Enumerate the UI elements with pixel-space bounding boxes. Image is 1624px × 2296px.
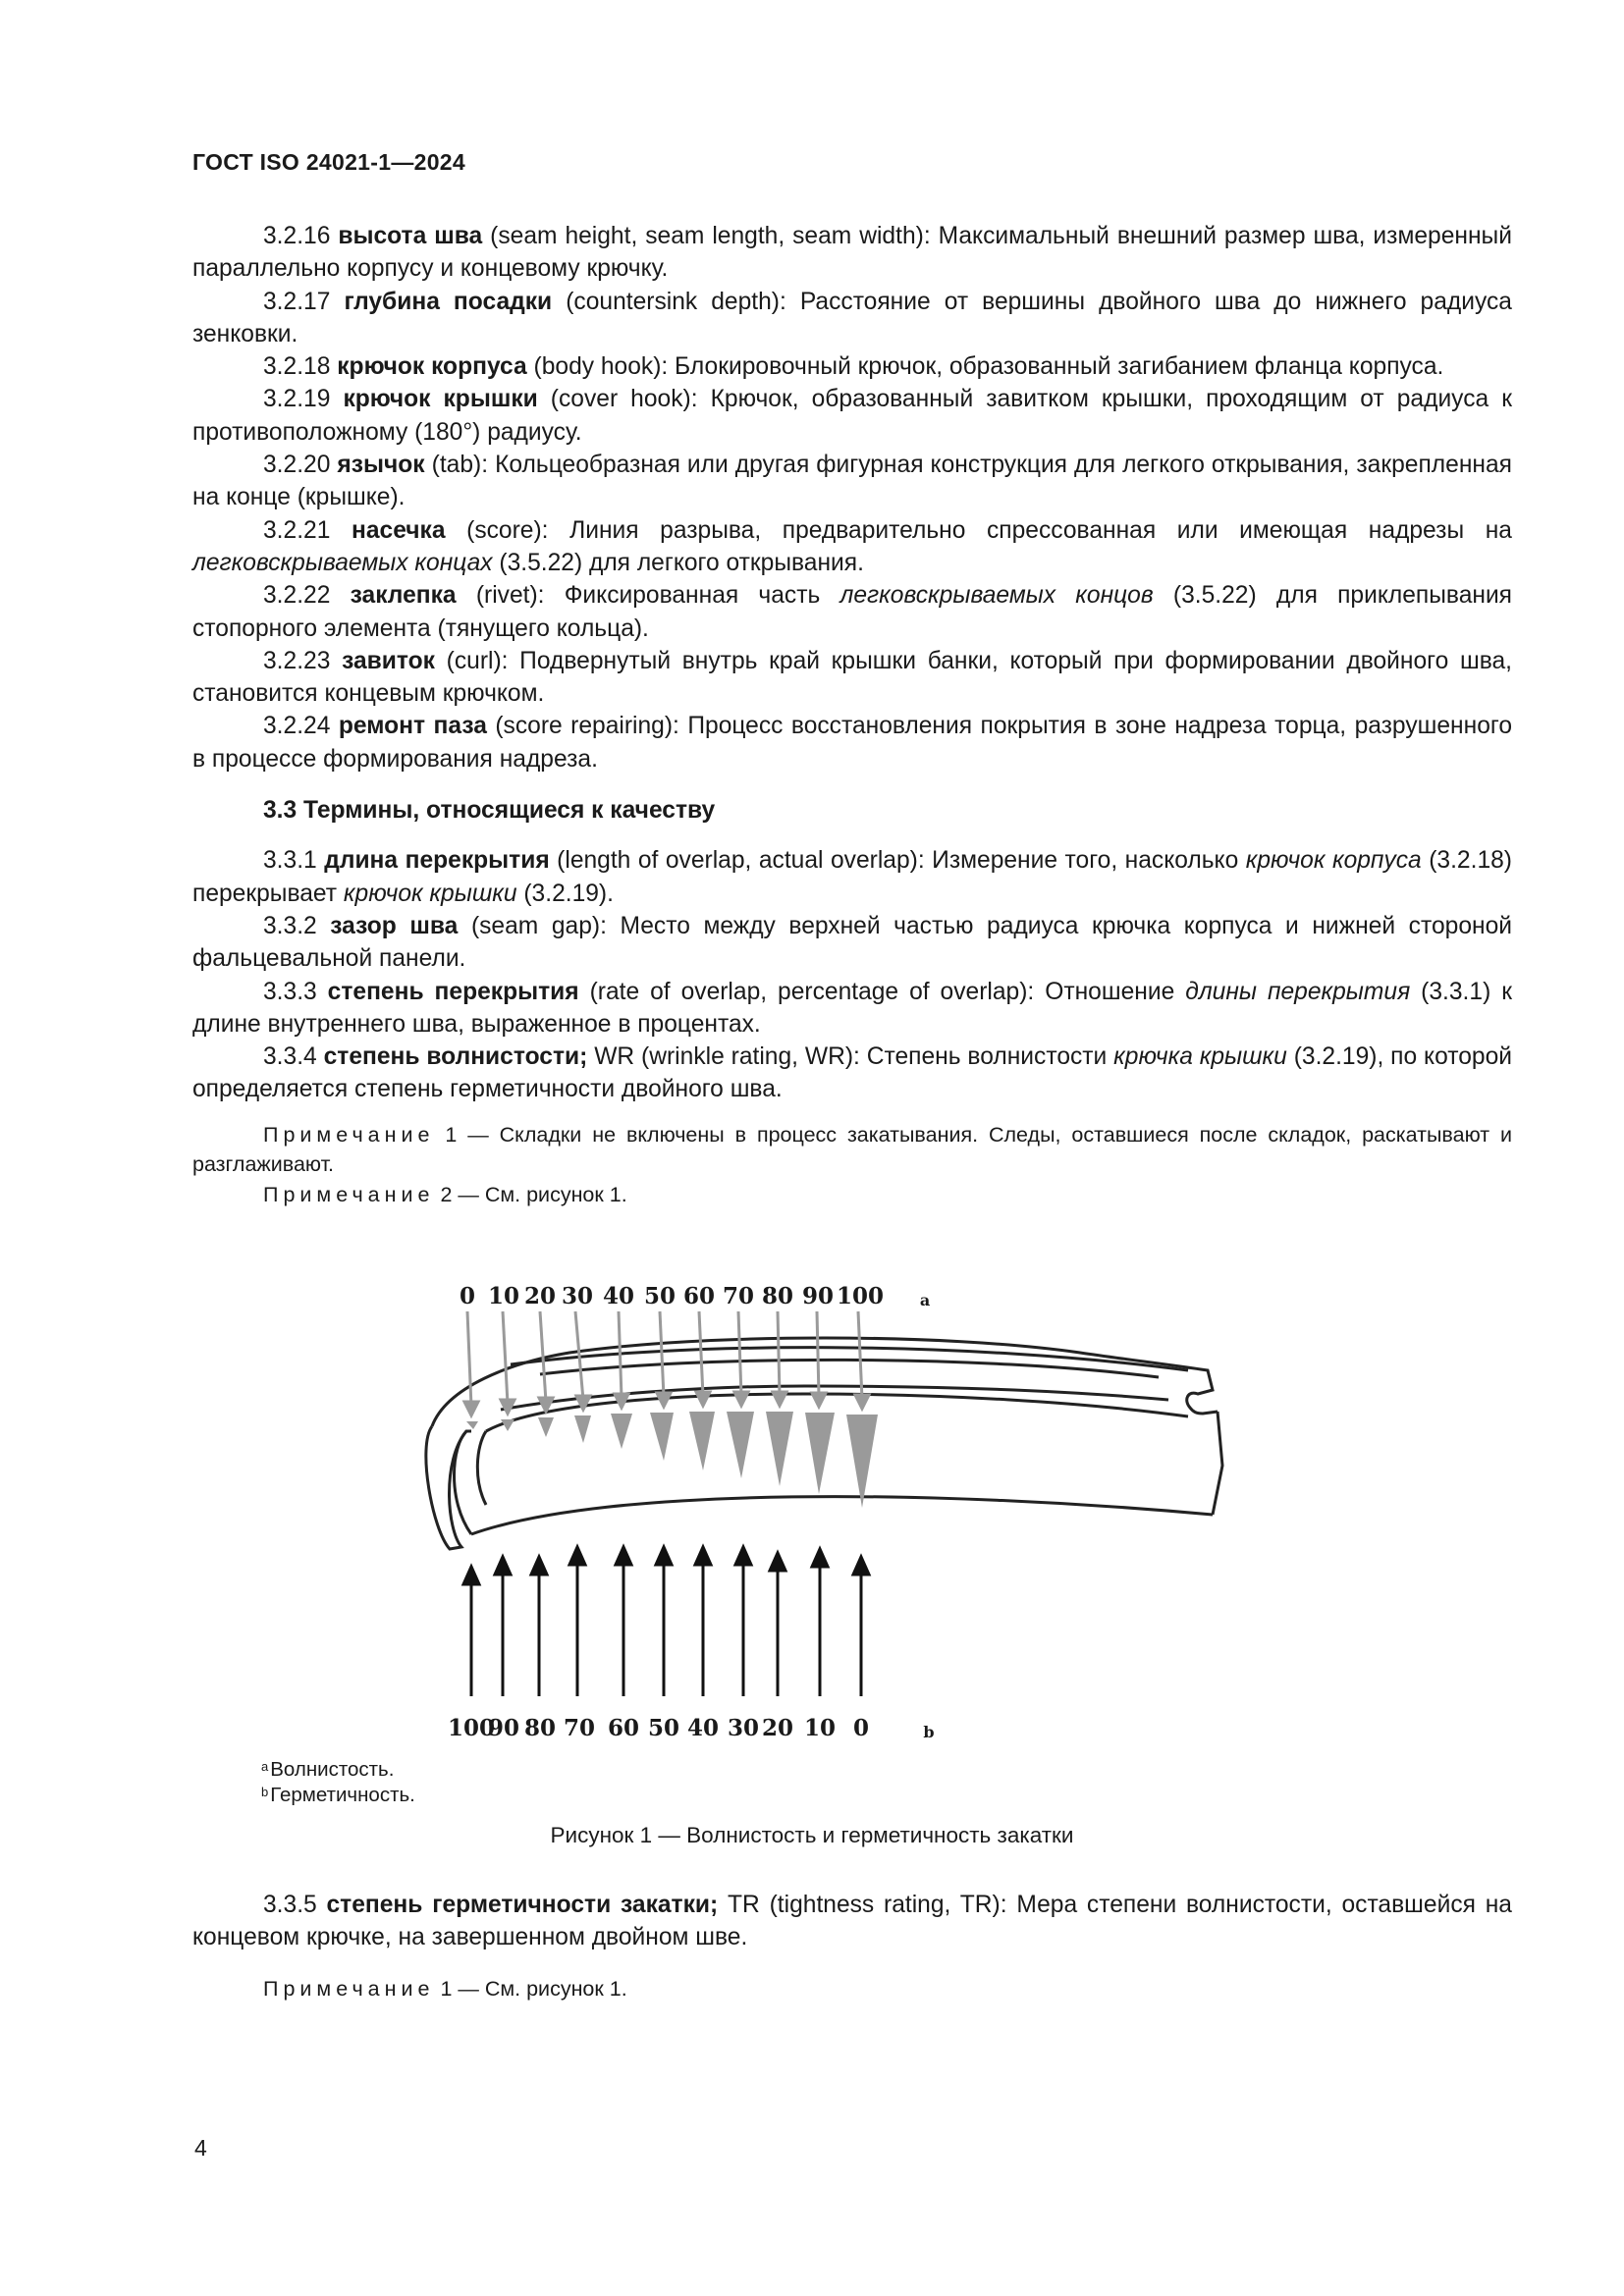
definition-3-2-22: 3.2.22 заклепка (rivet): Фиксированная часть легковскрываемых концов (3.5.22) для приклепывания стопорного элемента (тянущего кольца). — [192, 582, 1513, 642]
wrinkle-mark-60 — [689, 1412, 715, 1470]
tightness-label: 80 — [523, 1715, 557, 1741]
wrinkle-mark-40 — [611, 1414, 632, 1449]
note-2: Примечание 2 — См. рисунок 1. — [263, 1182, 627, 1206]
document-header: ГОСТ ISO 24021-1—2024 — [192, 149, 465, 175]
definition-3-2-16: 3.2.16 высота шва (seam height, seam length, seam width): Максимальный внешний размер шва, измеренный параллельно корпусу и концевому крючку. — [192, 223, 1512, 283]
wrinkle-mark-30 — [574, 1415, 591, 1443]
definition-3-2-23: 3.2.23 завиток (curl): Подвернутый внутрь край крышки банки, который при формировании двойного шва, становится концевым крючком. — [192, 647, 1512, 708]
tightness-label: 40 — [686, 1715, 720, 1741]
footnote-a: $^a$Волнистость. — [261, 1758, 395, 1781]
page-number: 4 — [194, 2135, 207, 2161]
wrinkle-label: 100 — [836, 1284, 885, 1309]
wrinkle-arrow-10 — [503, 1311, 508, 1404]
section-title: 3.3 Термины, относящиеся к качеству — [263, 797, 716, 825]
tightness-label: 70 — [563, 1715, 596, 1741]
definition-3-3-1: 3.3.1 длина перекрытия (length of overlap, actual overlap): Измерение того, насколько крючок корпуса (3.2.18) перекрывает крючок крышки (3.2.19). — [192, 847, 1512, 907]
wrinkle-mark-80 — [766, 1412, 793, 1486]
wrinkle-arrow-50 — [660, 1311, 664, 1397]
wrinkle-arrow-80 — [778, 1311, 780, 1396]
tightness-labels — [448, 1715, 935, 1741]
wrinkle-label: 10 — [487, 1284, 520, 1309]
note-1: Примечание 1 — Складки не включены в процесс закатывания. Следы, оставшиеся после складок, раскатывают и разглаживают. — [192, 1122, 1512, 1177]
document-body — [192, 220, 1512, 1209]
document-body-continued — [192, 1889, 1512, 2003]
tightness-label: 30 — [727, 1715, 760, 1741]
wrinkle-mark-0 — [466, 1421, 478, 1429]
definition-3-3-3: 3.3.3 степень перекрытия (rate of overlap, percentage of overlap): Отношение длины перекрытия (3.3.1) к длине внутреннего шва, выраженное в процентах. — [192, 978, 1512, 1038]
definition-3-2-24: 3.2.24 ремонт паза (score repairing): Процесс восстановления покрытия в зоне надреза торца, разрушенного в процессе формирования надреза. — [192, 713, 1512, 773]
wrinkle-arrow-60 — [699, 1311, 703, 1396]
tightness-label: 10 — [803, 1715, 837, 1741]
tightness-label: 0 — [852, 1715, 870, 1741]
definition-3-3-2: 3.3.2 зазор шва (seam gap): Место между верхней частью радиуса крючка корпуса и нижней стороной фальцевальной панели. — [192, 912, 1512, 973]
tightness-marker: b — [923, 1723, 935, 1741]
definition-3-3-5: 3.3.5 степень герметичности закатки; TR (tightness rating, TR): Мера степени волнистости, оставшейся на концевом крючке, на завершенном двойном шве. — [192, 1892, 1512, 1951]
wrinkle-labels — [460, 1284, 930, 1309]
wrinkle-mark-10 — [501, 1419, 514, 1431]
definition-3-2-18: 3.2.18 крючок корпуса (body hook): Блокировочный крючок, образованный загибанием фланца корпуса. — [263, 353, 1444, 381]
definition-3-2-20: 3.2.20 язычок (tab): Кольцеобразная или другая фигурная конструкция для легкого открывания, закрепленная на конце (крышке). — [192, 452, 1512, 511]
wrinkle-marks — [466, 1412, 878, 1508]
tightness-label: 100 — [447, 1715, 496, 1741]
wrinkle-label: 50 — [643, 1284, 677, 1309]
footnote-b: $^b$Герметичность. — [261, 1784, 415, 1806]
wrinkle-label: 40 — [602, 1284, 635, 1309]
wrinkle-label: 30 — [561, 1284, 594, 1309]
tightness-label: 90 — [487, 1715, 520, 1741]
note-3: Примечание 1 — См. рисунок 1. — [263, 1976, 627, 2001]
wrinkle-label: 70 — [722, 1284, 755, 1309]
tightness-label: 60 — [607, 1715, 640, 1741]
wrinkle-mark-100 — [846, 1415, 878, 1508]
figure-wrinkle-tightness — [393, 1284, 1276, 1745]
wrinkle-mark-70 — [727, 1412, 754, 1478]
wrinkle-mark-20 — [538, 1417, 554, 1437]
wrinkle-label: 90 — [801, 1284, 835, 1309]
definition-3-2-17: 3.2.17 глубина посадки (countersink depth): Расстояние от вершины двойного шва до нижнего радиуса зенковки. — [192, 288, 1512, 347]
wrinkle-mark-90 — [805, 1413, 835, 1494]
wrinkle-label: 80 — [761, 1284, 794, 1309]
definition-3-2-19: 3.2.19 крючок крышки (cover hook): Крючок, образованный завитком крышки, проходящим от радиуса к противоположному (180°) радиусу. — [192, 386, 1512, 446]
wrinkle-label: 20 — [523, 1284, 557, 1309]
wrinkle-marker: a — [919, 1291, 931, 1309]
wrinkle-arrow-0 — [467, 1311, 471, 1407]
wrinkle-arrow-40 — [619, 1311, 622, 1398]
definition-3-2-21: 3.2.21 насечка (score): Линия разрыва, предварительно спрессованная или имеющая надрезы на легковскрываемых концах (3.5.22) для легкого открывания. — [192, 516, 1512, 576]
wrinkle-label: 60 — [682, 1284, 716, 1309]
tightness-arrows — [463, 1547, 869, 1696]
figure-caption: Рисунок 1 — Волнистость и герметичность закатки — [550, 1823, 1074, 1847]
wrinkle-mark-50 — [650, 1413, 674, 1461]
tightness-label: 50 — [647, 1715, 680, 1741]
wrinkle-label: 0 — [459, 1284, 476, 1309]
wrinkle-arrow-90 — [817, 1311, 819, 1397]
tightness-label: 20 — [761, 1715, 794, 1741]
wrinkle-arrow-70 — [738, 1311, 741, 1396]
definition-3-3-4: 3.3.4 степень волнистости; WR (wrinkle rating, WR): Степень волнистости крючка крышки (3.2.19), по которой определяется степень герметичности двойного шва. — [192, 1043, 1512, 1103]
